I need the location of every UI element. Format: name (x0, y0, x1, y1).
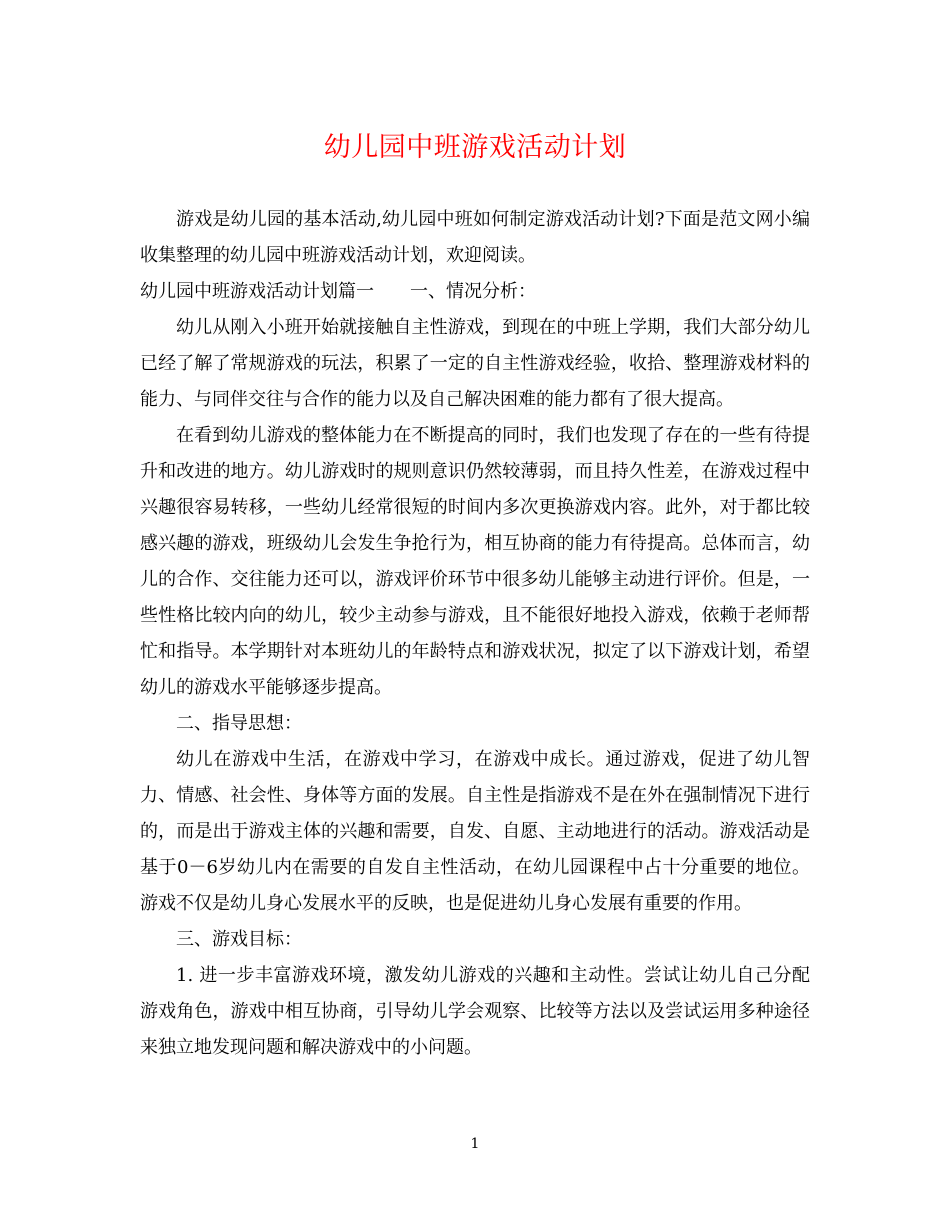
body-paragraph: 幼儿从刚入小班开始就接触自主性游戏，到现在的中班上学期，我们大部分幼儿已经了解了常规游戏的玩法，积累了一定的自主性游戏经验，收拾、整理游戏材料的能力、与同伴交往与合作的能力以及自己解决困难的能力都有了很大提高。 (140, 317, 810, 410)
document-title: 幼儿园中班游戏活动计划 (323, 132, 627, 163)
section-heading-guiding-ideology: 二、指导思想： (176, 713, 302, 734)
goal-item-1: 1. 进一步丰富游戏环境，激发幼儿游戏的兴趣和主动性。尝试让幼儿自己分配游戏角色，游戏中相互协商，引导幼儿学会观察、比较等方法以及尝试运用多种途径来独立地发现问题和解决游戏中的小问题。 (140, 965, 810, 1058)
body-paragraph: 幼儿在游戏中生活，在游戏中学习，在游戏中成长。通过游戏，促进了幼儿智力、情感、社会性、身体等方面的发展。自主性是指游戏不是在外在强制情况下进行的，而是出于游戏主体的兴趣和需要，自发、自愿、主动地进行的活动。游戏活动是基于0－6岁幼儿内在需要的自发自主性活动，在幼儿园课程中占十分重要的地位。游戏不仅是幼儿身心发展水平的反映，也是促进幼儿身心发展有重要的作用。 (140, 749, 810, 914)
section-heading-situation-analysis: 幼儿园中班游戏活动计划篇一 一、情况分析： (140, 281, 536, 302)
document-body (140, 202, 810, 1066)
section-heading-game-goals: 三、游戏目标： (176, 929, 302, 950)
body-paragraph: 在看到幼儿游戏的整体能力在不断提高的同时，我们也发现了存在的一些有待提升和改进的地方。幼儿游戏时的规则意识仍然较薄弱，而且持久性差，在游戏过程中兴趣很容易转移，一些幼儿经常很短的时间内多次更换游戏内容。此外，对于都比较感兴趣的游戏，班级幼儿会发生争抢行为，相互协商的能力有待提高。总体而言，幼儿的合作、交往能力还可以，游戏评价环节中很多幼儿能够主动进行评价。但是，一些性格比较内向的幼儿，较少主动参与游戏，且不能很好地投入游戏，依赖于老师帮忙和指导。本学期针对本班幼儿的年龄特点和游戏状况，拟定了以下游戏计划，希望幼儿的游戏水平能够逐步提高。 (140, 425, 810, 698)
intro-paragraph: 游戏是幼儿园的基本活动,幼儿园中班如何制定游戏活动计划?下面是范文网小编收集整理的幼儿园中班游戏活动计划，欢迎阅读。 (140, 209, 810, 266)
page-number: 1 (470, 1136, 480, 1152)
